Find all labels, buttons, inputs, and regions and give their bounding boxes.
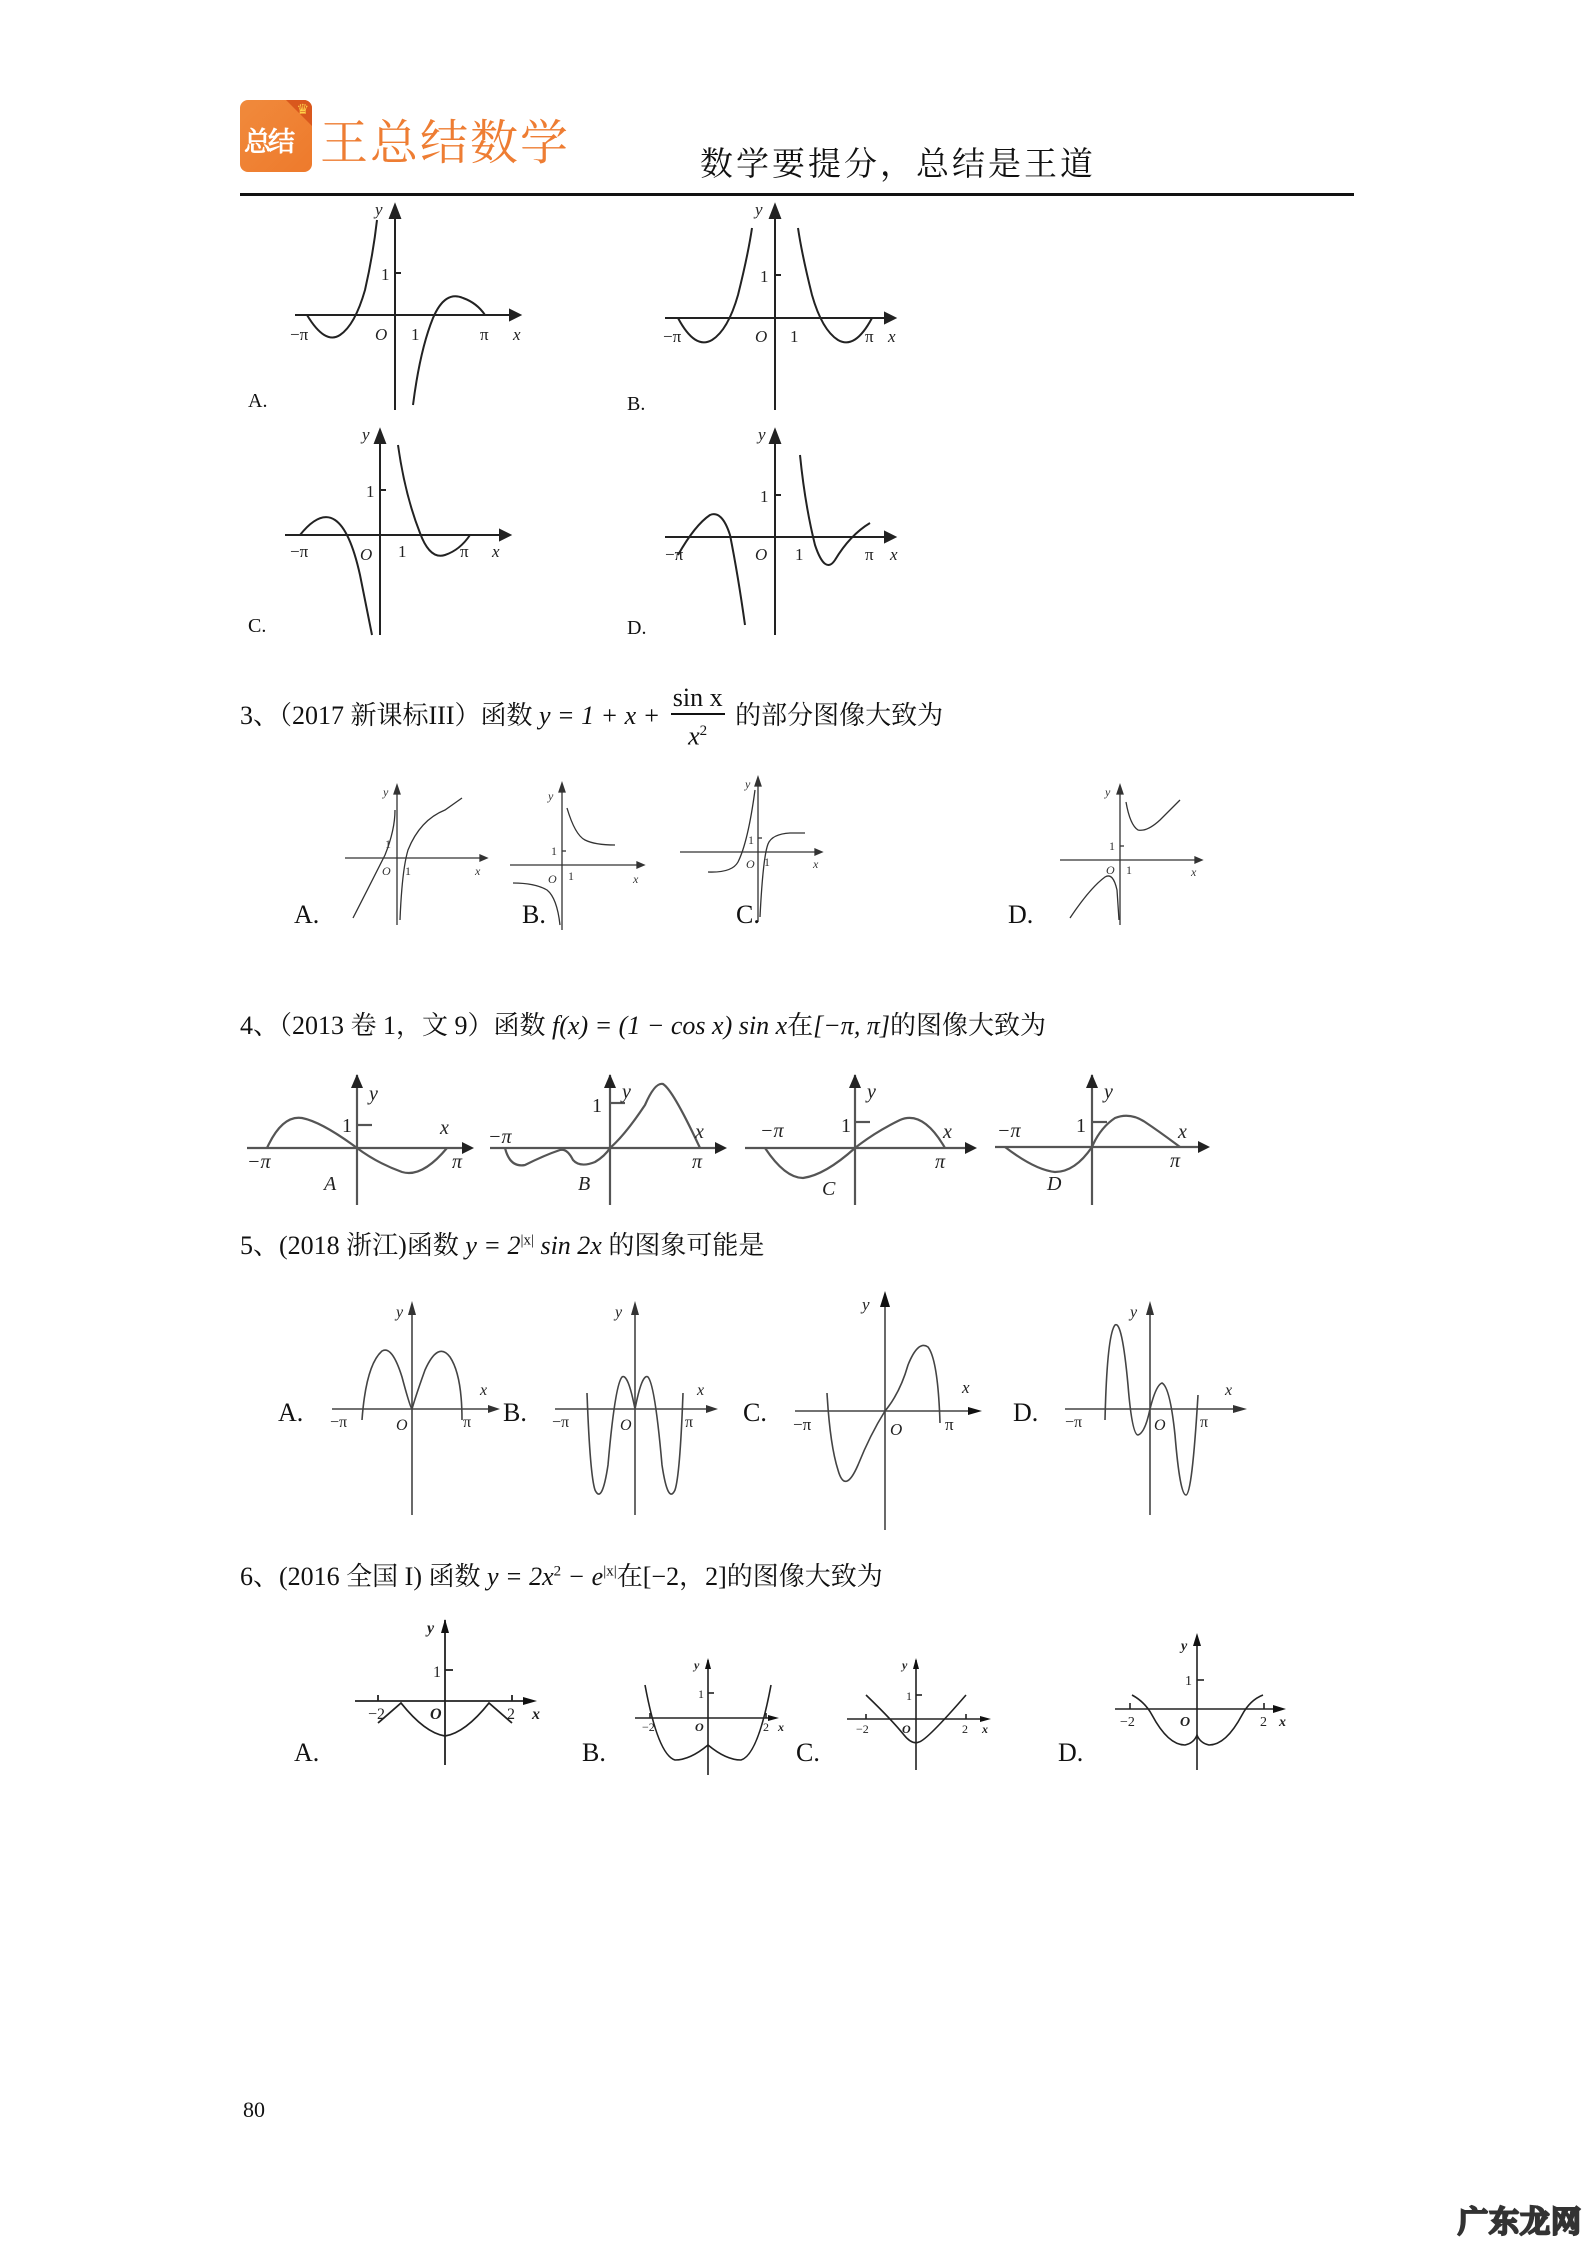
q5-source: (2018 浙江) bbox=[279, 1231, 407, 1260]
q3-fraction: $\frac{\text{sin x}}{x^2}$ bbox=[672, 683, 723, 751]
svg-text:π: π bbox=[935, 1151, 946, 1173]
q3-label-b: B. bbox=[522, 900, 546, 929]
svg-text:1: 1 bbox=[760, 487, 769, 506]
svg-text:y: y bbox=[375, 200, 383, 219]
q6-graph-d bbox=[1110, 1630, 1295, 1780]
crown-icon: ♛ bbox=[296, 103, 309, 118]
q4-graph-a bbox=[242, 1060, 487, 1205]
svg-text:x: x bbox=[475, 864, 481, 878]
watermark: 广东龙网 bbox=[1458, 2205, 1582, 2240]
svg-text:O: O bbox=[620, 1417, 632, 1434]
svg-text:A: A bbox=[324, 1173, 337, 1195]
q5-label-d: D. bbox=[1013, 1398, 1039, 1427]
svg-text:O: O bbox=[890, 1420, 903, 1439]
q6-label-b: B. bbox=[582, 1738, 606, 1767]
svg-text:x: x bbox=[633, 872, 639, 886]
svg-text:1: 1 bbox=[764, 855, 770, 869]
q5-graph-d bbox=[1060, 1295, 1260, 1520]
q4-suffix: 的图像大致为 bbox=[889, 1011, 1046, 1040]
svg-text:x: x bbox=[695, 1121, 704, 1143]
q2-graph-d bbox=[660, 425, 910, 645]
svg-text:y: y bbox=[1181, 1639, 1188, 1654]
svg-text:π: π bbox=[865, 545, 874, 564]
svg-text:x: x bbox=[888, 327, 896, 346]
q6-graph-a bbox=[345, 1615, 555, 1775]
svg-text:−2: −2 bbox=[368, 1706, 386, 1723]
svg-text:y: y bbox=[427, 1620, 435, 1637]
svg-text:y: y bbox=[362, 425, 370, 444]
svg-text:O: O bbox=[695, 1720, 704, 1734]
svg-text:−π: −π bbox=[552, 1414, 570, 1431]
q4-graph-b bbox=[485, 1060, 740, 1205]
q4-interval: [−π, π] bbox=[813, 1011, 890, 1040]
q3-suffix: 的部分图像大致为 bbox=[735, 700, 944, 730]
q6-formula: y = 2x bbox=[487, 1562, 554, 1591]
q2-graph-a bbox=[285, 200, 525, 420]
svg-text:π: π bbox=[460, 542, 469, 561]
q5-label-a: A. bbox=[278, 1398, 304, 1427]
svg-text:x: x bbox=[1191, 865, 1197, 879]
q5-prefix: 函数 bbox=[406, 1231, 459, 1260]
logo-text: 总结 bbox=[244, 127, 292, 158]
svg-text:1: 1 bbox=[1126, 863, 1132, 877]
svg-text:1: 1 bbox=[398, 542, 407, 561]
q3-number: 3、 bbox=[240, 700, 280, 730]
svg-text:1: 1 bbox=[790, 327, 799, 346]
svg-text:x: x bbox=[962, 1378, 970, 1397]
svg-text:x: x bbox=[1178, 1121, 1187, 1143]
svg-text:−2: −2 bbox=[1120, 1715, 1135, 1730]
svg-text:O: O bbox=[382, 864, 391, 878]
q4-prefix: 函数 bbox=[493, 1011, 546, 1040]
svg-text:1: 1 bbox=[411, 325, 420, 344]
svg-text:y: y bbox=[745, 777, 751, 791]
svg-text:2: 2 bbox=[962, 1722, 968, 1736]
q5-formula: y = 2 bbox=[465, 1231, 521, 1260]
svg-text:1: 1 bbox=[405, 864, 411, 878]
svg-text:−π: −π bbox=[663, 327, 682, 346]
q6-label-a: A. bbox=[294, 1738, 320, 1767]
svg-text:2: 2 bbox=[507, 1706, 515, 1723]
svg-text:1: 1 bbox=[748, 833, 754, 847]
svg-text:π: π bbox=[865, 327, 874, 346]
svg-text:π: π bbox=[480, 325, 489, 344]
svg-text:1: 1 bbox=[366, 482, 375, 501]
logo bbox=[240, 100, 312, 172]
q4-formula: f(x) = (1 − cos x) sin x bbox=[552, 1011, 788, 1040]
svg-text:y: y bbox=[1130, 1304, 1138, 1321]
q2-label-c: C. bbox=[248, 615, 267, 637]
q6-graph-c bbox=[842, 1655, 1002, 1775]
svg-text:1: 1 bbox=[1185, 1674, 1192, 1689]
svg-text:x: x bbox=[890, 545, 898, 564]
q6-prefix: 函数 bbox=[428, 1562, 481, 1591]
svg-text:1: 1 bbox=[568, 869, 574, 883]
svg-text:1: 1 bbox=[551, 844, 557, 858]
svg-text:y: y bbox=[396, 1304, 404, 1321]
svg-text:x: x bbox=[943, 1121, 952, 1143]
svg-text:2: 2 bbox=[1260, 1715, 1267, 1730]
svg-text:1: 1 bbox=[841, 1115, 851, 1137]
q6-label-d: D. bbox=[1058, 1738, 1084, 1767]
svg-text:−π: −π bbox=[760, 1120, 784, 1142]
svg-text:x: x bbox=[480, 1382, 488, 1399]
q6-graph-b bbox=[630, 1655, 795, 1780]
svg-text:π: π bbox=[692, 1151, 703, 1173]
svg-text:x: x bbox=[813, 857, 819, 871]
svg-text:π: π bbox=[463, 1414, 472, 1431]
svg-text:y: y bbox=[902, 1658, 908, 1672]
svg-text:−π: −π bbox=[247, 1151, 271, 1173]
svg-text:1: 1 bbox=[795, 545, 804, 564]
svg-text:x: x bbox=[1279, 1715, 1286, 1730]
q3-prefix: 函数 bbox=[480, 700, 533, 730]
q3-graph-a bbox=[340, 780, 490, 930]
slogan: 数学要提分，总结是王道 bbox=[700, 144, 1096, 183]
svg-text:x: x bbox=[1225, 1382, 1233, 1399]
q2-graph-c bbox=[280, 425, 520, 645]
q2-graph-b bbox=[660, 200, 900, 420]
svg-text:O: O bbox=[746, 857, 755, 871]
svg-text:y: y bbox=[548, 789, 554, 803]
svg-text:−π: −π bbox=[665, 545, 684, 564]
svg-text:y: y bbox=[758, 425, 766, 444]
q5-graph-c bbox=[790, 1285, 990, 1530]
svg-text:y: y bbox=[1104, 1081, 1113, 1103]
svg-text:x: x bbox=[697, 1382, 705, 1399]
q3-label-d: D. bbox=[1008, 900, 1034, 929]
svg-text:C: C bbox=[822, 1178, 836, 1200]
svg-text:y: y bbox=[694, 1658, 700, 1672]
svg-text:−π: −π bbox=[290, 542, 309, 561]
svg-text:O: O bbox=[755, 545, 768, 564]
q3-formula: y = 1 + x + bbox=[539, 700, 667, 730]
page-number: 80 bbox=[243, 2097, 265, 2122]
svg-text:y: y bbox=[755, 200, 763, 219]
q4-graph-c bbox=[745, 1060, 985, 1205]
q2-label-a: A. bbox=[248, 390, 268, 412]
svg-text:1: 1 bbox=[698, 1687, 704, 1701]
svg-text:x: x bbox=[778, 1720, 784, 1734]
question-6: 6、(2016 全国 I) 函数 $y = 2x^2 - e^{|x|}$在[−2，2]的图像大致为 bbox=[240, 1562, 883, 1591]
q3-frac-denominator: x bbox=[688, 721, 700, 751]
q5-number: 5、 bbox=[240, 1231, 280, 1260]
svg-text:−π: −π bbox=[793, 1415, 812, 1434]
svg-text:−π: −π bbox=[290, 325, 309, 344]
svg-text:y: y bbox=[369, 1083, 378, 1105]
q4-source: （2013 卷 1，文 9） bbox=[279, 1011, 494, 1040]
svg-text:x: x bbox=[492, 542, 500, 561]
svg-text:O: O bbox=[755, 327, 768, 346]
svg-text:O: O bbox=[396, 1417, 408, 1434]
svg-text:O: O bbox=[375, 325, 388, 344]
svg-text:y: y bbox=[862, 1295, 870, 1314]
q4-graph-d bbox=[985, 1060, 1220, 1205]
svg-text:−π: −π bbox=[997, 1120, 1021, 1142]
svg-text:x: x bbox=[513, 325, 521, 344]
q3-source: （2017 新课标III） bbox=[279, 700, 481, 730]
svg-text:O: O bbox=[1180, 1715, 1191, 1730]
svg-text:π: π bbox=[1170, 1150, 1181, 1172]
q6-source: (2016 全国 I) bbox=[279, 1562, 422, 1591]
svg-text:π: π bbox=[945, 1415, 954, 1434]
svg-text:1: 1 bbox=[906, 1689, 912, 1703]
q5-suffix: 的图象可能是 bbox=[608, 1231, 765, 1260]
svg-text:−π: −π bbox=[488, 1126, 512, 1148]
q4-domain-text: 在 bbox=[787, 1011, 814, 1040]
svg-text:−π: −π bbox=[1065, 1414, 1083, 1431]
svg-text:π: π bbox=[685, 1414, 694, 1431]
q4-number: 4、 bbox=[240, 1011, 280, 1040]
svg-text:1: 1 bbox=[381, 265, 390, 284]
svg-text:y: y bbox=[1105, 785, 1111, 799]
q2-label-d: D. bbox=[627, 617, 647, 639]
svg-text:y: y bbox=[867, 1081, 876, 1103]
q5-label-b: B. bbox=[503, 1398, 527, 1427]
svg-text:−2: −2 bbox=[642, 1720, 655, 1734]
svg-text:1: 1 bbox=[433, 1664, 441, 1681]
svg-text:−2: −2 bbox=[856, 1722, 869, 1736]
svg-text:1: 1 bbox=[1076, 1115, 1086, 1137]
svg-text:2: 2 bbox=[763, 1720, 769, 1734]
q6-domain-text: 在[−2，2]的图像大致为 bbox=[616, 1562, 883, 1591]
svg-text:O: O bbox=[1106, 863, 1115, 877]
q6-number: 6、 bbox=[240, 1562, 280, 1591]
q6-label-c: C. bbox=[796, 1738, 820, 1767]
svg-text:O: O bbox=[430, 1706, 442, 1723]
question-5: 5、(2018 浙江)函数 $y = 2^{|x|}$ sin 2x 的图象可能是 bbox=[240, 1231, 765, 1260]
svg-text:x: x bbox=[982, 1722, 988, 1736]
q3-label-c: C. bbox=[736, 900, 760, 929]
question-3 bbox=[240, 683, 943, 753]
svg-text:y: y bbox=[622, 1081, 631, 1103]
svg-text:−π: −π bbox=[330, 1414, 348, 1431]
svg-text:1: 1 bbox=[760, 267, 769, 286]
svg-text:y: y bbox=[383, 785, 389, 799]
q3-frac-numerator: sin x bbox=[671, 683, 725, 715]
svg-text:x: x bbox=[532, 1706, 540, 1723]
svg-text:π: π bbox=[452, 1151, 463, 1173]
q3-label-a: A. bbox=[294, 900, 320, 929]
q5-graph-b bbox=[550, 1295, 730, 1520]
svg-text:D: D bbox=[1047, 1173, 1062, 1195]
svg-text:y: y bbox=[615, 1304, 623, 1321]
svg-text:x: x bbox=[440, 1117, 449, 1139]
svg-text:1: 1 bbox=[342, 1115, 352, 1137]
svg-text:O: O bbox=[902, 1722, 911, 1736]
q5-graph-a bbox=[330, 1295, 510, 1520]
svg-text:1: 1 bbox=[385, 837, 391, 851]
question-4 bbox=[240, 1005, 1046, 1042]
header-divider bbox=[240, 193, 1354, 196]
svg-text:1: 1 bbox=[592, 1095, 602, 1117]
svg-text:B: B bbox=[578, 1173, 591, 1195]
svg-text:O: O bbox=[1154, 1417, 1166, 1434]
q2-label-b: B. bbox=[627, 393, 646, 415]
brand-name: 王总结数学 bbox=[320, 115, 571, 171]
svg-text:O: O bbox=[548, 872, 557, 886]
svg-text:1: 1 bbox=[1109, 839, 1115, 853]
q3-graph-d bbox=[1055, 780, 1215, 930]
svg-text:O: O bbox=[360, 545, 373, 564]
svg-text:π: π bbox=[1200, 1414, 1209, 1431]
q5-label-c: C. bbox=[743, 1398, 767, 1427]
